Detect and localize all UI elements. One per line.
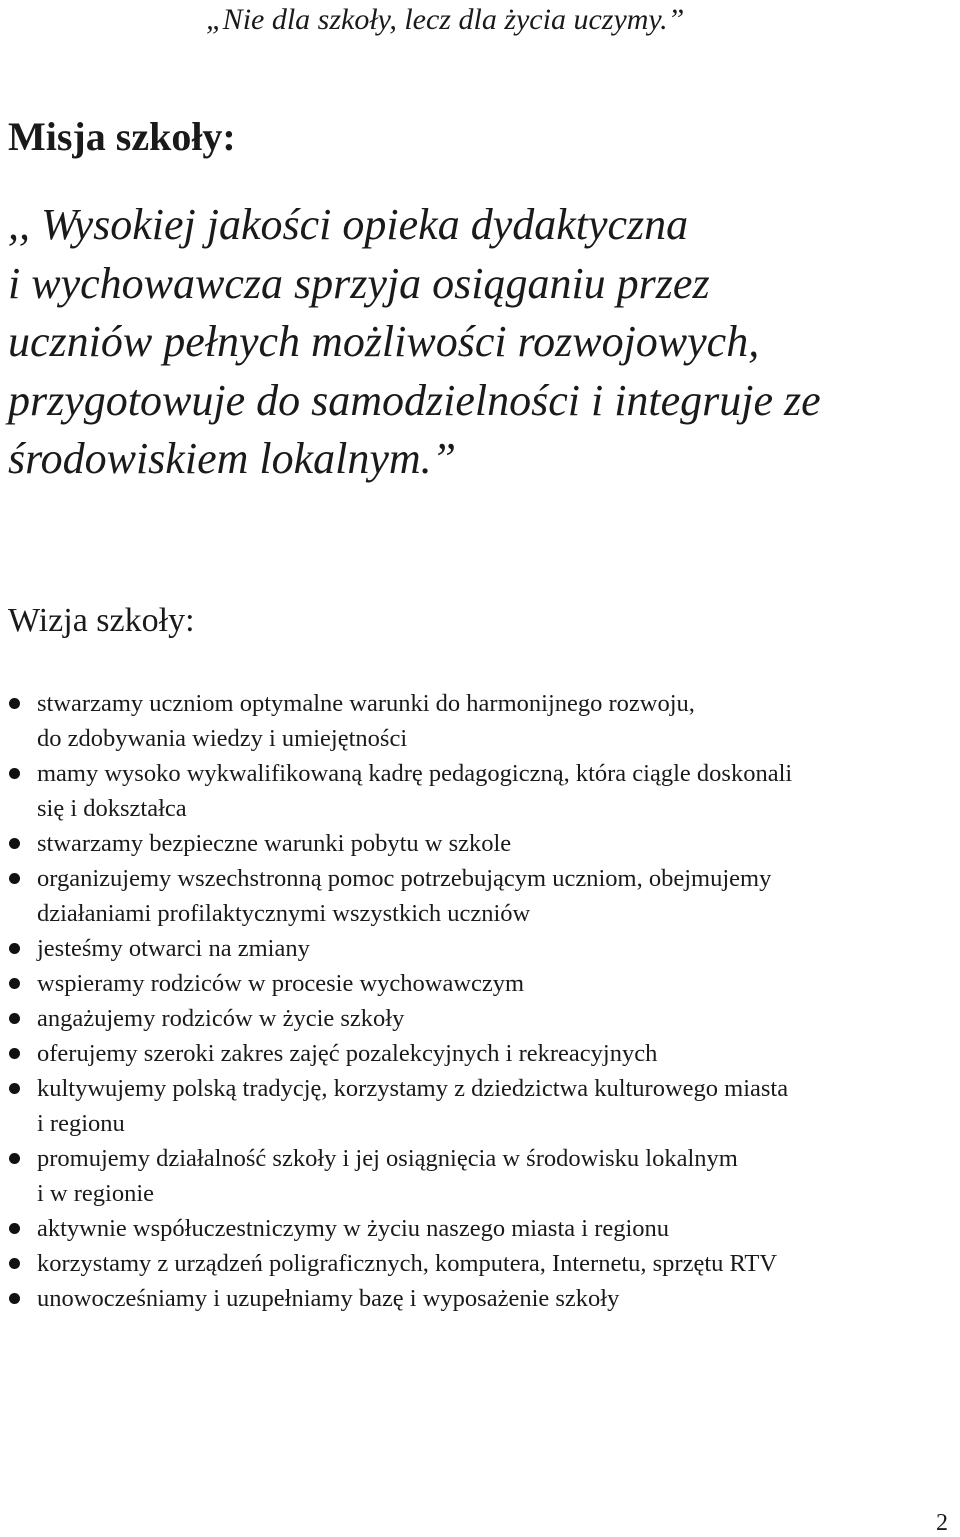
bullet-icon xyxy=(9,1083,20,1094)
vision-list xyxy=(0,686,955,1316)
list-item-text: mamy wysoko wykwalifikowaną kadrę pedagogiczną, która ciągle doskonali xyxy=(37,760,793,787)
list-item-text: stwarzamy bezpieczne warunki pobytu w szkole xyxy=(37,830,512,857)
list-item xyxy=(0,1036,955,1071)
list-item-text: się i dokształca xyxy=(37,795,187,822)
mission-title: Misja szkoły: xyxy=(8,114,236,159)
list-item-text: do zdobywania wiedzy i umiejętności xyxy=(37,725,408,752)
bullet-icon xyxy=(9,873,20,884)
list-item xyxy=(0,686,955,756)
list-item-text: stwarzamy uczniom optymalne warunki do harmonijnego rozwoju, xyxy=(37,690,695,717)
mission-line: uczniów pełnych możliwości rozwojowych, xyxy=(8,317,760,366)
bullet-icon xyxy=(9,1048,20,1059)
list-item-text: wspieramy rodziców w procesie wychowawczym xyxy=(37,970,525,997)
list-item-text: jesteśmy otwarci na zmiany xyxy=(37,935,310,962)
vision-title: Wizja szkoły: xyxy=(8,602,195,639)
list-item xyxy=(0,931,955,966)
list-item xyxy=(0,826,955,861)
list-item-text: korzystamy z urządzeń poligraficznych, komputera, Internetu, sprzętu RTV xyxy=(37,1250,778,1277)
bullet-icon xyxy=(9,838,20,849)
bullet-icon xyxy=(9,1258,20,1269)
list-item-text: unowocześniamy i uzupełniamy bazę i wyposażenie szkoły xyxy=(37,1285,620,1312)
list-item-text: działaniami profilaktycznymi wszystkich uczniów xyxy=(37,900,531,927)
mission-line: środowiskiem lokalnym.” xyxy=(8,434,457,483)
bullet-icon xyxy=(9,768,20,779)
list-item-text: kultywujemy polską tradycję, korzystamy z dziedzictwa kulturowego miasta xyxy=(37,1075,789,1102)
list-item xyxy=(0,1141,955,1211)
motto: „Nie dla szkoły, lecz dla życia uczymy.” xyxy=(206,3,685,36)
bullet-icon xyxy=(9,1293,20,1304)
list-item xyxy=(0,756,955,826)
page-number: 2 xyxy=(936,1510,948,1536)
list-item xyxy=(0,1246,955,1281)
mission-statement xyxy=(8,196,953,489)
list-item-text: i regionu xyxy=(37,1110,125,1137)
list-item-text: angażujemy rodziców w życie szkoły xyxy=(37,1005,405,1032)
list-item-text: aktywnie współuczestniczymy w życiu naszego miasta i regionu xyxy=(37,1215,670,1242)
list-item xyxy=(0,966,955,1001)
bullet-icon xyxy=(9,1153,20,1164)
list-item xyxy=(0,1281,955,1316)
mission-line: i wychowawcza sprzyja osiąganiu przez xyxy=(8,258,710,308)
bullet-icon xyxy=(9,1013,20,1024)
bullet-icon xyxy=(9,978,20,989)
list-item xyxy=(0,1001,955,1036)
list-item xyxy=(0,1211,955,1246)
mission-line: przygotowuje do samodzielności i integruje ze xyxy=(8,375,821,425)
mission-line: ,, Wysokiej jakości opieka dydaktyczna xyxy=(8,200,689,249)
bullet-icon xyxy=(9,698,20,709)
list-item-text: oferujemy szeroki zakres zajęć pozalekcyjnych i rekreacyjnych xyxy=(37,1040,658,1067)
bullet-icon xyxy=(9,943,20,954)
list-item xyxy=(0,861,955,931)
list-item-text: i w regionie xyxy=(37,1180,155,1207)
list-item-text: promujemy działalność szkoły i jej osiągnięcia w środowisku lokalnym xyxy=(37,1145,738,1172)
bullet-icon xyxy=(9,1223,20,1234)
list-item xyxy=(0,1071,955,1141)
list-item-text: organizujemy wszechstronną pomoc potrzebującym uczniom, obejmujemy xyxy=(37,865,772,892)
